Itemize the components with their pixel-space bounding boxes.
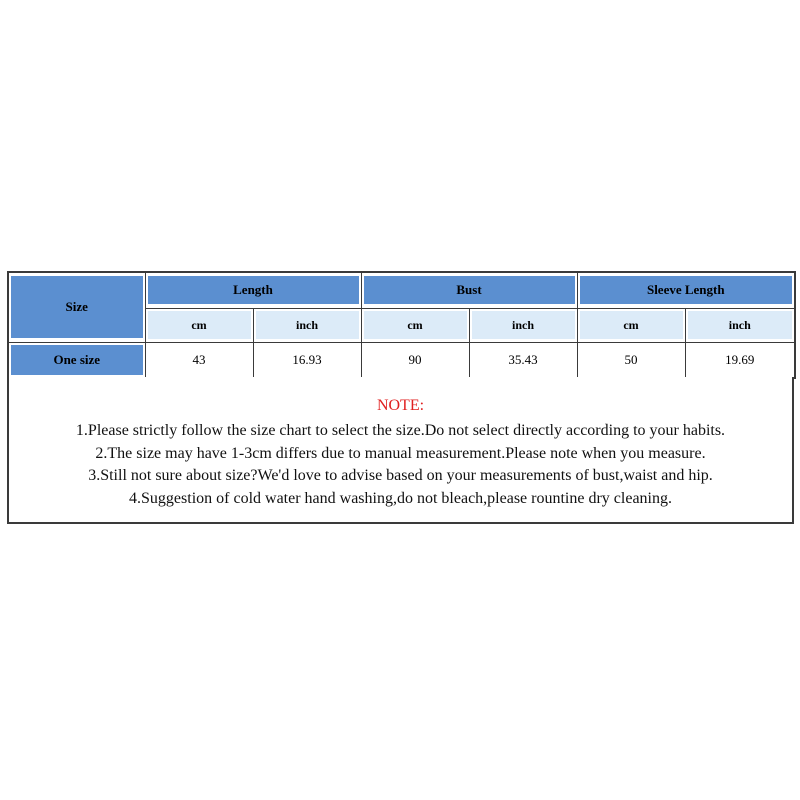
value-cell [253, 342, 361, 378]
note-line: 3.Still not sure about size?We'd love to advise based on your measurements of bust,waist and hip. [88, 467, 713, 484]
unit-cell [361, 308, 469, 342]
note-line: 1.Please strictly follow the size chart to select the size.Do not select directly according to your habits. [75, 422, 726, 439]
header-row [8, 272, 795, 308]
row-label-cell [8, 342, 145, 378]
length-inch-value: 16.93 [256, 345, 359, 375]
note-line: 2.The size may have 1-3cm differs due to manual measurement.Please note when you measure. [95, 444, 706, 462]
sleeve-length-header-cell [577, 272, 795, 308]
bust-header-cell [361, 272, 577, 308]
sleeve-inch-value: 19.69 [688, 345, 793, 375]
table-row [8, 342, 795, 378]
note-title: NOTE: [376, 397, 425, 414]
size-header-cell [8, 272, 145, 342]
row-label: One size [11, 345, 143, 375]
value-cell [577, 342, 685, 378]
unit-label: cm [580, 311, 683, 339]
unit-label: cm [148, 311, 251, 339]
notes-box [7, 377, 794, 524]
unit-cell [253, 308, 361, 342]
unit-label: inch [256, 311, 359, 339]
sleeve-length-header-label: Sleeve Length [580, 276, 793, 304]
unit-label: inch [472, 311, 575, 339]
unit-cell [469, 308, 577, 342]
value-cell [469, 342, 577, 378]
unit-cell [145, 308, 253, 342]
note-line: 4.Suggestion of cold water hand washing,do not bleach,please rountine dry cleaning. [129, 489, 672, 507]
value-cell [685, 342, 795, 378]
unit-cell [685, 308, 795, 342]
value-cell [145, 342, 253, 378]
size-header-label: Size [11, 276, 143, 338]
length-cm-value: 43 [148, 345, 251, 375]
bust-header-label: Bust [364, 276, 575, 304]
unit-label: inch [688, 311, 793, 339]
unit-label: cm [364, 311, 467, 339]
size-chart-table [7, 271, 796, 379]
bust-cm-value: 90 [364, 345, 467, 375]
length-header-label: Length [148, 276, 359, 304]
bust-inch-value: 35.43 [472, 345, 575, 375]
sleeve-cm-value: 50 [580, 345, 683, 375]
length-header-cell [145, 272, 361, 308]
unit-cell [577, 308, 685, 342]
value-cell [361, 342, 469, 378]
